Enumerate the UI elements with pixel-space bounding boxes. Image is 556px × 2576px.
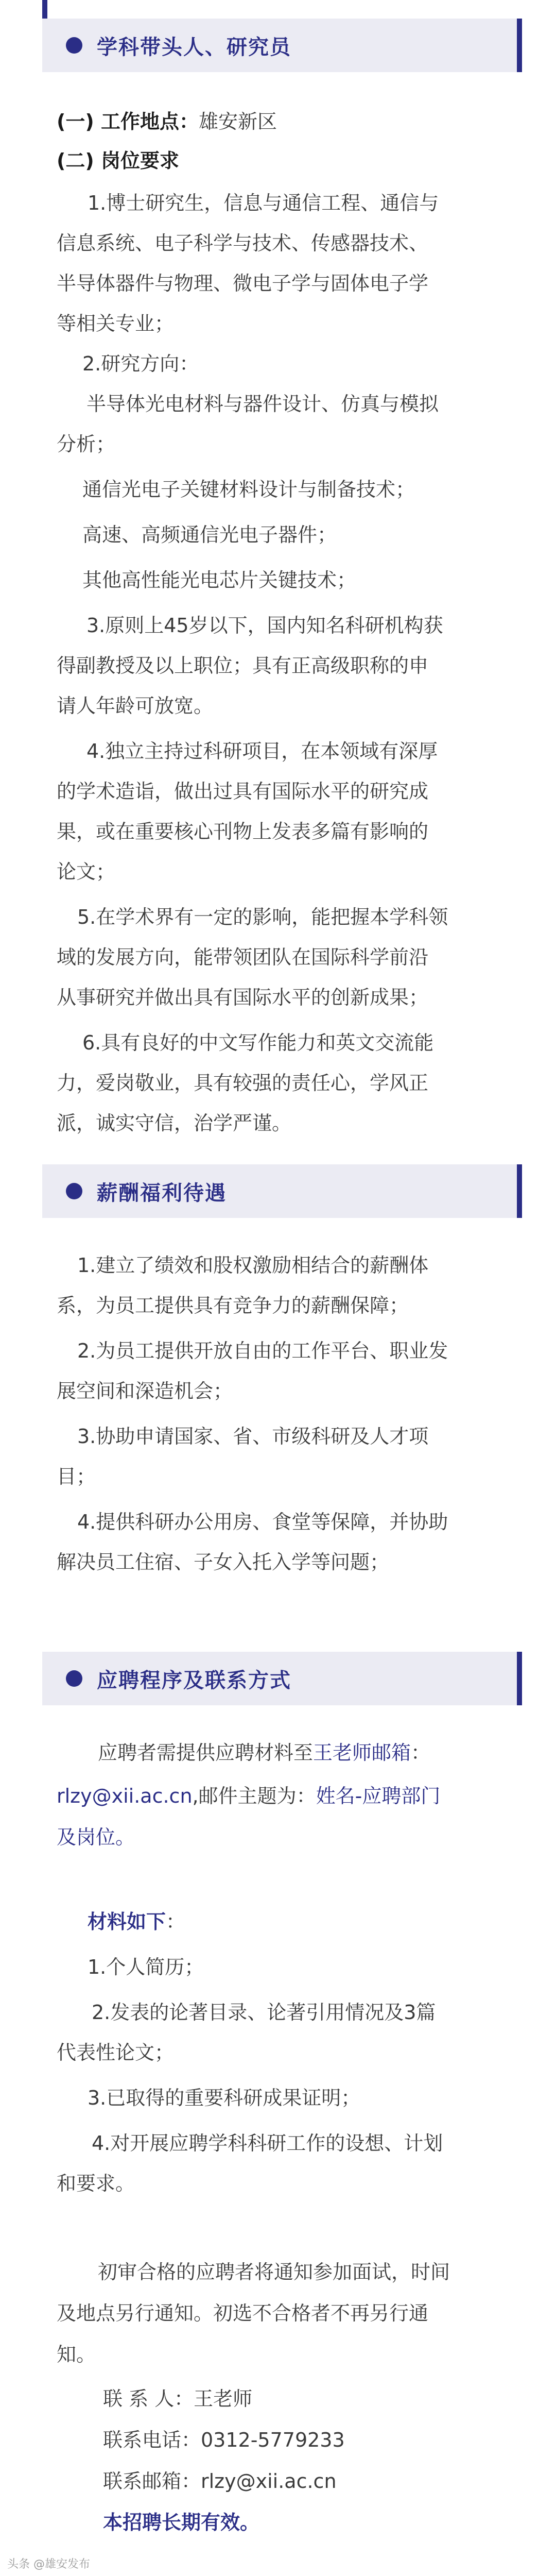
contact-email: 联系邮箱：rlzy@xii.ac.cn — [103, 2470, 337, 2493]
req-line: 分析； — [57, 433, 116, 455]
section-header-benefits — [42, 1164, 522, 1218]
contact-phone: 联系电话：0312-5779233 — [103, 2429, 345, 2451]
bullet-dot-icon — [66, 37, 82, 54]
section-title: 应聘程序及联系方式 — [97, 1668, 291, 1692]
benefit-line: 4.提供科研办公用房、食堂等保障，并协助 — [77, 1511, 448, 1533]
email-subject-continued: 及岗位。 — [57, 1826, 135, 1849]
req-line: 论文； — [57, 860, 116, 883]
notice-line: 初审合格的应聘者将通知参加面试，时间 — [98, 2261, 450, 2283]
material-item: 4.对开展应聘学科科研工作的设想、计划 — [92, 2132, 443, 2155]
material-item: 1.个人简历； — [88, 1956, 204, 1978]
teacher-email-link[interactable]: 王老师邮箱 — [313, 1741, 411, 1764]
req-line: 1.博士研究生，信息与通信工程、通信与 — [88, 192, 439, 214]
notice-line: 及地点另行通知。初选不合格者不再另行通 — [57, 2302, 429, 2325]
materials-title: 材料如下： — [88, 1910, 186, 1933]
email-subject-text: 姓名-应聘部门 — [316, 1785, 441, 1807]
req-line: 请人年龄可放宽。 — [57, 694, 214, 717]
req-line: 半导体器件与物理、微电子学与固体电子学 — [57, 272, 429, 295]
req-line: 的学术造诣，做出过具有国际水平的研究成 — [57, 780, 429, 803]
benefit-line: 3.协助申请国家、省、市级科研及人才项 — [77, 1425, 429, 1448]
notice-line: 知。 — [57, 2343, 96, 2366]
bullet-dot-icon — [66, 1183, 82, 1199]
work-location-line: (一) 工作地点：雄安新区 — [57, 110, 277, 133]
req-line: 信息系统、电子科学与技术、传感器技术、 — [57, 232, 429, 255]
long-term-notice: 本招聘长期有效。 — [103, 2511, 260, 2534]
benefit-line: 展空间和深造机会； — [57, 1380, 233, 1402]
req-line: 高速、高频通信光电子器件； — [82, 523, 337, 546]
recruit-email-link[interactable]: rlzy@xii.ac.cn — [57, 1785, 193, 1807]
req-line: 2.研究方向： — [82, 352, 199, 375]
bullet-dot-icon — [66, 1670, 82, 1687]
apply-intro-line: 应聘者需提供应聘材料至王老师邮箱： — [98, 1741, 431, 1764]
benefit-line: 目； — [57, 1465, 96, 1488]
req-line: 其他高性能光电芯片关键技术； — [82, 569, 357, 591]
req-line: 派，诚实守信，治学严谨。 — [57, 1112, 292, 1134]
req-line: 半导体光电材料与器件设计、仿真与模拟 — [86, 393, 439, 415]
req-line: 得副教授及以上职位；具有正高级职称的申 — [57, 654, 429, 677]
section-title: 薪酬福利待遇 — [97, 1181, 227, 1205]
benefit-line: 解决员工住宿、子女入托入学等问题； — [57, 1551, 390, 1573]
material-item: 2.发表的论著目录、论著引用情况及3篇 — [92, 2001, 436, 2024]
req-line: 果，或在重要核心刊物上发表多篇有影响的 — [57, 820, 429, 843]
contact-person: 联 系 人：王老师 — [103, 2387, 253, 2410]
req-line: 3.原则上45岁以下，国内知名科研机构获 — [86, 614, 443, 637]
req-line: 等相关专业； — [57, 312, 175, 335]
section-title: 学科带头人、研究员 — [97, 35, 291, 59]
requirements-label: (二) 岗位要求 — [57, 149, 179, 172]
benefit-line: 1.建立了绩效和股权激励相结合的薪酬体 — [77, 1254, 429, 1277]
req-line: 从事研究并做出具有国际水平的创新成果； — [57, 986, 429, 1009]
req-line: 通信光电子关键材料设计与制备技术； — [82, 478, 415, 501]
req-line: 域的发展方向，能带领团队在国际科学前沿 — [57, 946, 429, 969]
req-line: 6.具有良好的中文写作能力和英文交流能 — [82, 1031, 434, 1054]
material-item: 代表性论文； — [57, 2041, 175, 2064]
req-line: 5.在学术界有一定的影响，能把握本学科领 — [77, 906, 448, 928]
benefit-line: 系，为员工提供具有竞争力的薪酬保障； — [57, 1294, 409, 1317]
material-item: 和要求。 — [57, 2172, 135, 2195]
material-item: 3.已取得的重要科研成果证明； — [88, 2087, 361, 2109]
req-line: 4.独立主持过科研项目，在本领域有深厚 — [86, 740, 438, 762]
section-header-application — [42, 1652, 522, 1705]
section-header-leaders — [42, 19, 522, 72]
watermark-text: 头条 @雄安发布 — [7, 2558, 90, 2571]
req-line: 力，爱岗敬业，具有较强的责任心，学风正 — [57, 1072, 429, 1094]
benefit-line: 2.为员工提供开放自由的工作平台、职业发 — [77, 1340, 448, 1362]
apply-email-line: rlzy@xii.ac.cn,邮件主题为：姓名-应聘部门 — [57, 1785, 441, 1807]
